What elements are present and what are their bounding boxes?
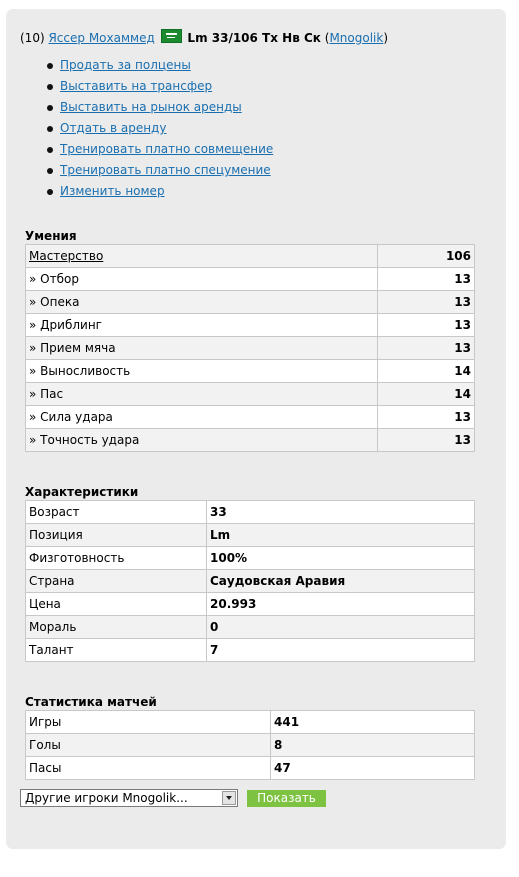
char-label: Талант (26, 639, 207, 662)
skill-value: 13 (378, 314, 475, 337)
skill-value: 14 (378, 360, 475, 383)
table-row (26, 268, 475, 291)
skills-table (25, 244, 475, 452)
table-row (26, 406, 475, 429)
list-item (60, 76, 273, 97)
table-row (26, 570, 475, 593)
loan-out-link[interactable]: Отдать в аренду (60, 121, 167, 135)
table-row (26, 501, 475, 524)
char-value: 0 (207, 616, 475, 639)
list-item (60, 139, 273, 160)
char-value: 33 (207, 501, 475, 524)
player-actions-list (30, 55, 273, 202)
skill-value: 13 (378, 291, 475, 314)
characteristics-title: Характеристики (25, 485, 139, 499)
mastery-link[interactable]: Мастерство (29, 249, 104, 263)
table-row (26, 245, 475, 268)
table-row (26, 524, 475, 547)
table-row (26, 734, 475, 757)
sell-half-price-link[interactable]: Продать за полцены (60, 58, 191, 72)
other-players-select-value: Другие игроки Mnogolik... (25, 791, 188, 805)
player-number: (10) (20, 31, 45, 45)
paren-close: ) (383, 31, 389, 45)
table-row (26, 360, 475, 383)
skill-value: 13 (378, 268, 475, 291)
skill-label: » Дриблинг (26, 314, 378, 337)
other-players-select[interactable] (20, 789, 238, 807)
skill-value: 13 (378, 337, 475, 360)
table-row (26, 639, 475, 662)
list-item (60, 97, 273, 118)
char-label: Мораль (26, 616, 207, 639)
table-row (26, 711, 475, 734)
table-row (26, 337, 475, 360)
skill-value: 13 (378, 406, 475, 429)
char-label: Цена (26, 593, 207, 616)
stat-label: Голы (26, 734, 271, 757)
table-row (26, 314, 475, 337)
char-value: Lm (207, 524, 475, 547)
chevron-down-icon[interactable] (222, 791, 236, 805)
skill-value: 106 (378, 245, 475, 268)
skill-label: » Сила удара (26, 406, 378, 429)
list-item (60, 118, 273, 139)
char-value: 7 (207, 639, 475, 662)
list-on-loan-market-link[interactable]: Выставить на рынок аренды (60, 100, 242, 114)
player-summary: Lm 33/106 Тх Нв Ск (187, 31, 321, 45)
change-number-link[interactable]: Изменить номер (60, 184, 165, 198)
list-on-transfer-link[interactable]: Выставить на трансфер (60, 79, 213, 93)
list-item (60, 181, 273, 202)
skill-label (26, 245, 378, 268)
table-row (26, 291, 475, 314)
skill-label: » Прием мяча (26, 337, 378, 360)
table-row (26, 383, 475, 406)
stat-label: Игры (26, 711, 271, 734)
saudi-arabia-flag-icon (161, 29, 182, 43)
char-value: Саудовская Аравия (207, 570, 475, 593)
stat-value: 47 (271, 757, 475, 780)
list-item (60, 160, 273, 181)
stat-label: Пасы (26, 757, 271, 780)
train-special-skill-link[interactable]: Тренировать платно спецумение (60, 163, 271, 177)
match-stats-title: Статистика матчей (25, 695, 157, 709)
char-label: Страна (26, 570, 207, 593)
player-header (20, 29, 388, 46)
skills-title: Умения (25, 229, 77, 243)
skill-label: » Точность удара (26, 429, 378, 452)
skill-label: » Опека (26, 291, 378, 314)
owner-link[interactable]: Mnogolik (329, 31, 384, 45)
train-combination-link[interactable]: Тренировать платно совмещение (60, 142, 274, 156)
player-name-link[interactable]: Яссер Мохаммед (48, 31, 155, 45)
skill-label: » Выносливость (26, 360, 378, 383)
table-row (26, 757, 475, 780)
stat-value: 8 (271, 734, 475, 757)
table-row (26, 429, 475, 452)
skill-value: 14 (378, 383, 475, 406)
show-button[interactable]: Показать (247, 790, 326, 807)
char-label: Возраст (26, 501, 207, 524)
table-row (26, 593, 475, 616)
paren-open: ( (324, 31, 330, 45)
char-label: Физготовность (26, 547, 207, 570)
skill-value: 13 (378, 429, 475, 452)
stat-value: 441 (271, 711, 475, 734)
skill-label: » Отбор (26, 268, 378, 291)
char-value: 100% (207, 547, 475, 570)
char-label: Позиция (26, 524, 207, 547)
table-row (26, 547, 475, 570)
table-row (26, 616, 475, 639)
list-item (60, 55, 273, 76)
match-stats-table (25, 710, 475, 780)
characteristics-table (25, 500, 475, 662)
char-value: 20.993 (207, 593, 475, 616)
skill-label: » Пас (26, 383, 378, 406)
